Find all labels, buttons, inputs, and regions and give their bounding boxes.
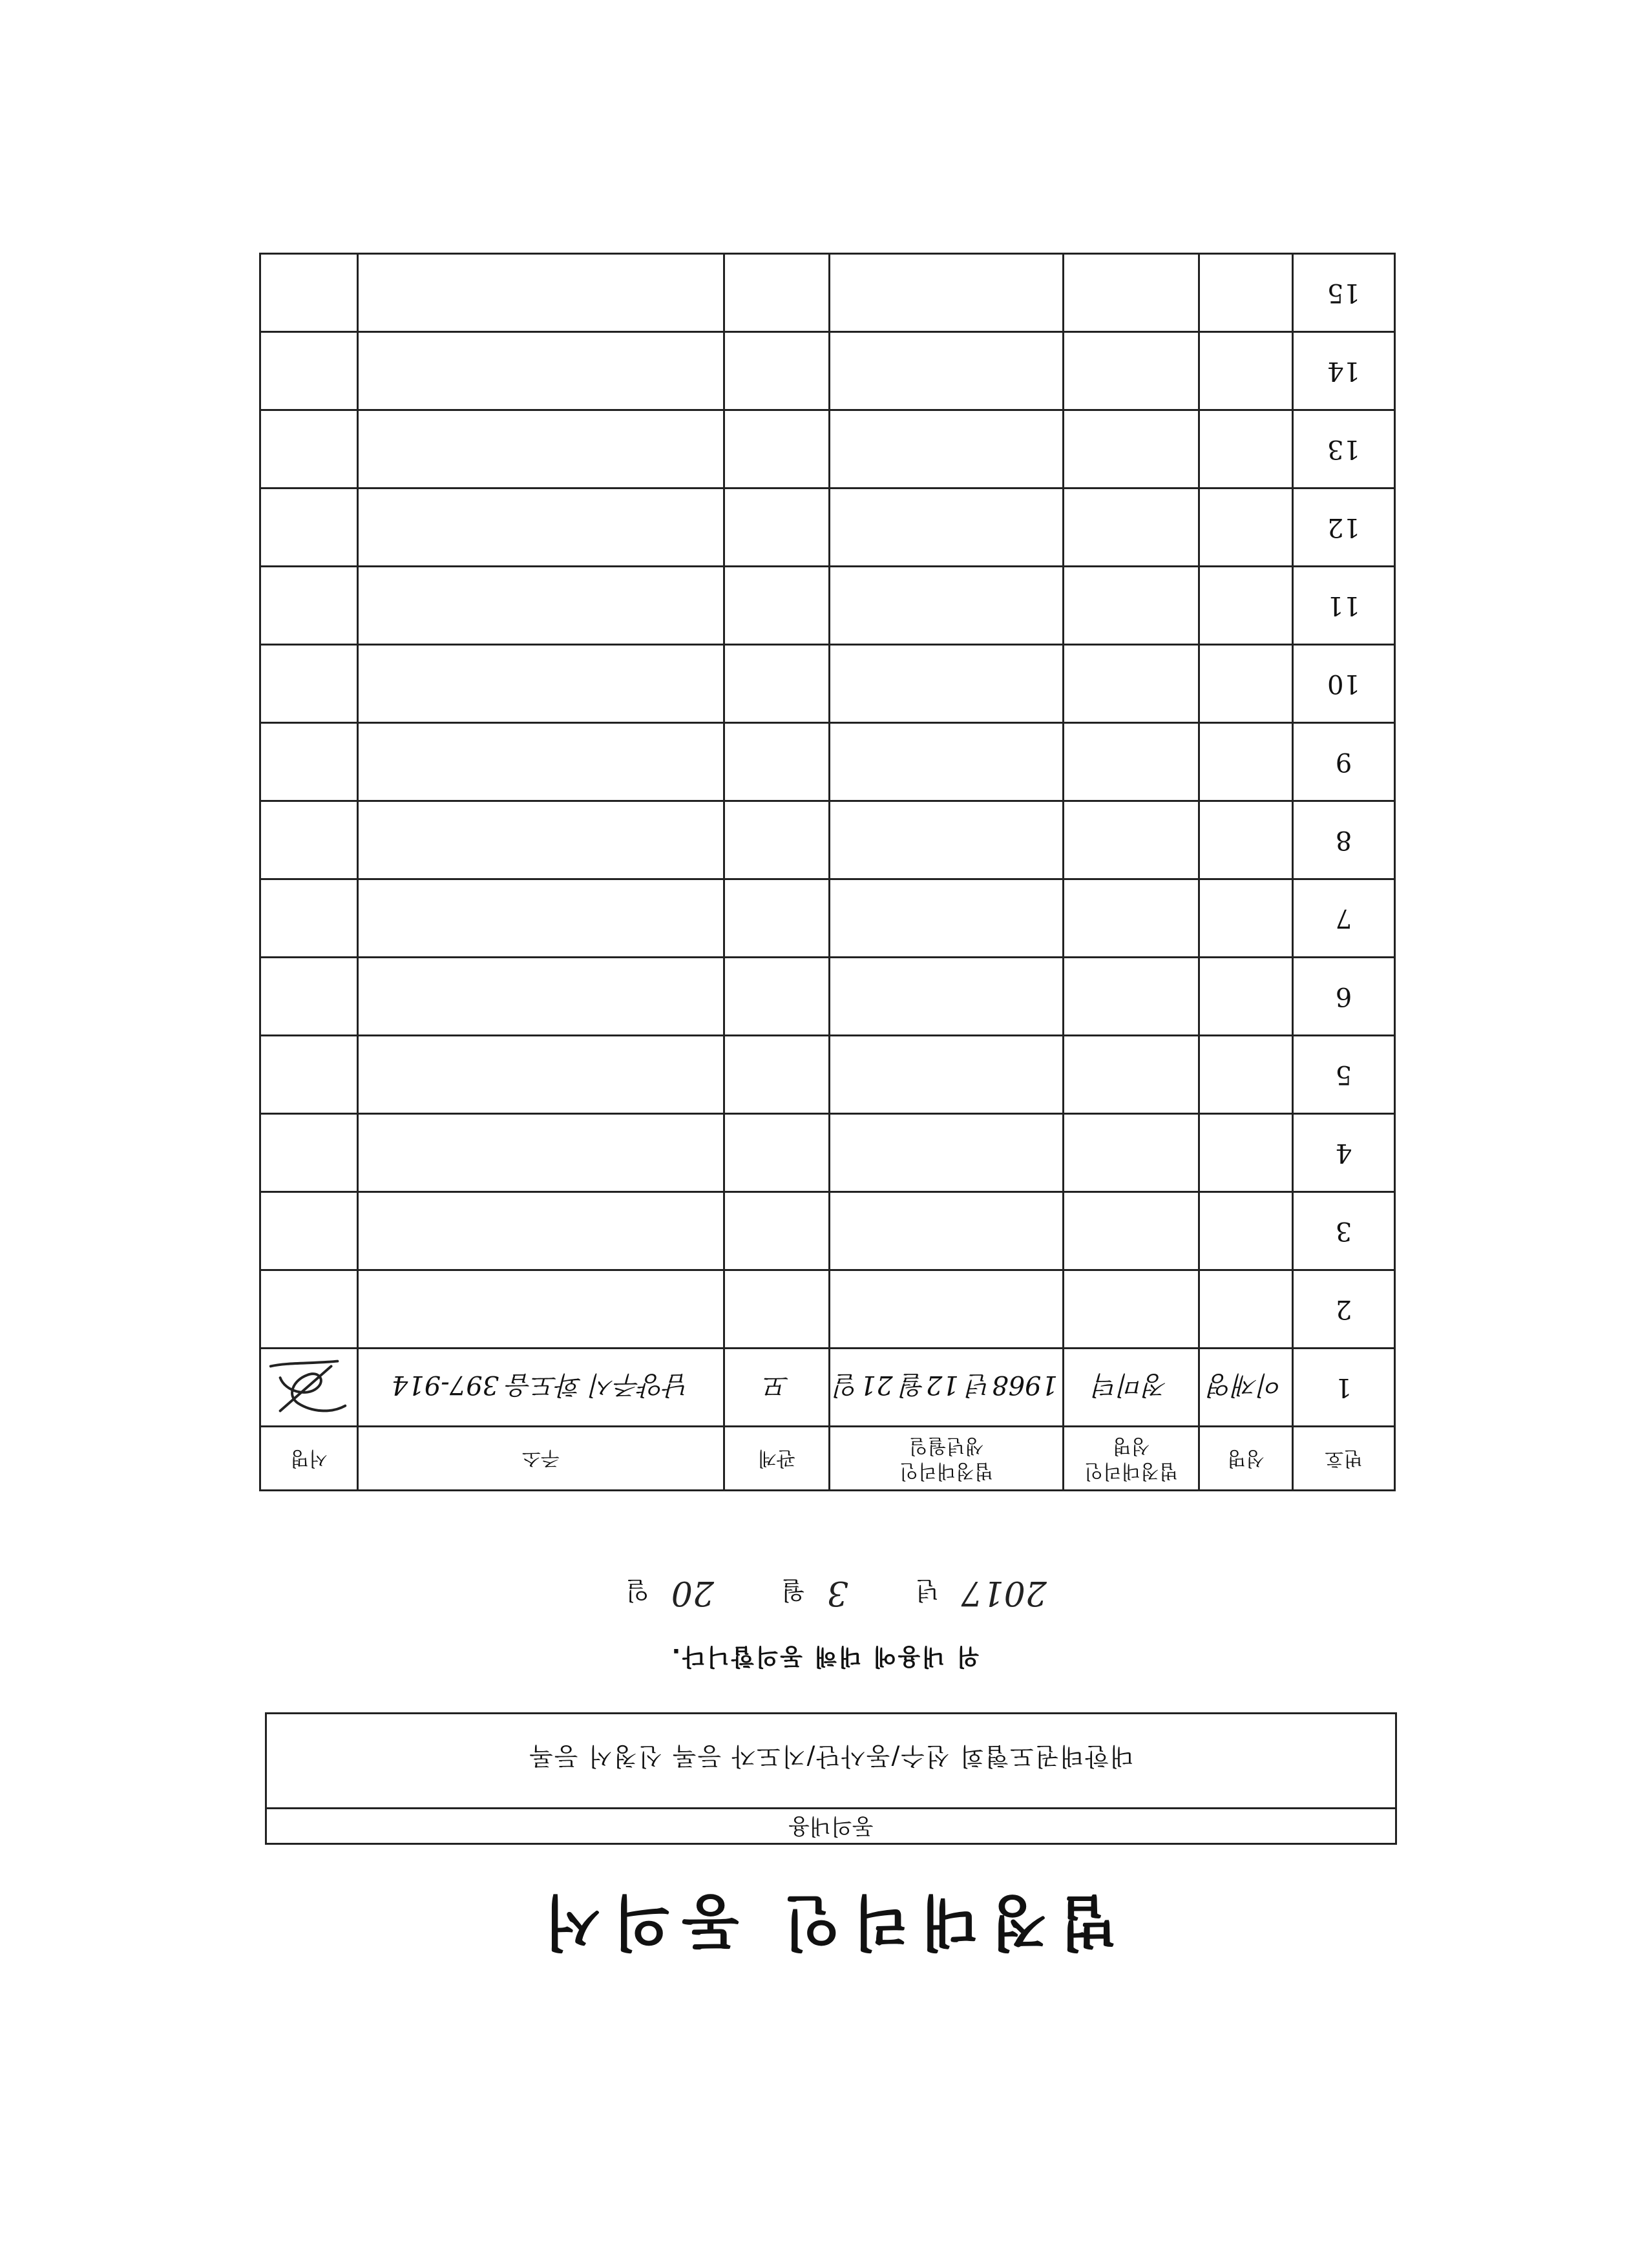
cell-signature xyxy=(260,645,358,723)
cell-relation xyxy=(724,567,830,645)
cell-signature xyxy=(260,879,358,958)
table-row xyxy=(260,1114,1395,1192)
cell-guardian-birth xyxy=(830,723,1064,801)
consent-box xyxy=(265,1712,1397,1845)
table-row xyxy=(260,254,1395,332)
cell-relation xyxy=(724,879,830,958)
cell-guardian-birth: 1968년 12월 21일 xyxy=(830,1349,1064,1427)
cell-relation xyxy=(724,645,830,723)
cell-name xyxy=(1199,723,1293,801)
date-year-value: 2017 xyxy=(961,1573,1047,1612)
cell-guardian-name xyxy=(1064,1192,1199,1270)
cell-signature xyxy=(260,1270,358,1349)
table-row xyxy=(260,1192,1395,1270)
cell-guardian-birth xyxy=(830,254,1064,332)
cell-no: 5 xyxy=(1293,1036,1395,1114)
cell-no: 12 xyxy=(1293,488,1395,567)
cell-no: 7 xyxy=(1293,879,1395,958)
header-name: 성명 xyxy=(1199,1427,1293,1491)
cell-guardian-birth xyxy=(830,488,1064,567)
cell-guardian-birth xyxy=(830,1036,1064,1114)
cell-address xyxy=(358,1036,724,1114)
cell-address xyxy=(358,1270,724,1349)
table-header-row xyxy=(260,1427,1395,1491)
cell-guardian-name xyxy=(1064,645,1199,723)
table-row xyxy=(260,1036,1395,1114)
cell-address: 남양주시 화도읍 397-914 xyxy=(358,1349,724,1427)
table-row xyxy=(260,1270,1395,1349)
cell-no: 4 xyxy=(1293,1114,1395,1192)
cell-signature xyxy=(260,332,358,410)
cell-no: 1 xyxy=(1293,1349,1395,1427)
table-row xyxy=(260,879,1395,958)
cell-relation xyxy=(724,332,830,410)
cell-relation xyxy=(724,1192,830,1270)
cell-no: 9 xyxy=(1293,723,1395,801)
header-guardian-name-text: 법정대리인 성명 xyxy=(1084,1434,1178,1482)
cell-guardian-name xyxy=(1064,1114,1199,1192)
table-row xyxy=(260,723,1395,801)
cell-no: 11 xyxy=(1293,567,1395,645)
cell-guardian-birth xyxy=(830,1270,1064,1349)
header-signature: 서명 xyxy=(260,1427,358,1491)
cell-relation xyxy=(724,410,830,488)
cell-no: 6 xyxy=(1293,958,1395,1036)
cell-name xyxy=(1199,1114,1293,1192)
header-no: 번호 xyxy=(1293,1427,1395,1491)
cell-name xyxy=(1199,879,1293,958)
header-address: 주소 xyxy=(358,1427,724,1491)
cell-relation: 모 xyxy=(724,1349,830,1427)
cell-signature xyxy=(260,1192,358,1270)
cell-guardian-name xyxy=(1064,332,1199,410)
cell-name xyxy=(1199,1270,1293,1349)
date-day-value: 20 xyxy=(671,1573,715,1612)
table-row xyxy=(260,801,1395,879)
cell-name xyxy=(1199,567,1293,645)
cell-name xyxy=(1199,801,1293,879)
cell-address xyxy=(358,958,724,1036)
cell-relation xyxy=(724,488,830,567)
cell-guardian-name xyxy=(1064,567,1199,645)
cell-address xyxy=(358,879,724,958)
cell-address xyxy=(358,645,724,723)
header-guardian-birth xyxy=(830,1427,1064,1491)
signing-date xyxy=(0,1573,1649,1612)
cell-address xyxy=(358,723,724,801)
cell-guardian-name: 정미덕 xyxy=(1064,1349,1199,1427)
cell-signature xyxy=(260,1349,358,1427)
table-row xyxy=(260,410,1395,488)
cell-name xyxy=(1199,254,1293,332)
cell-no: 15 xyxy=(1293,254,1395,332)
cell-name xyxy=(1199,1036,1293,1114)
cell-name xyxy=(1199,958,1293,1036)
cell-guardian-name xyxy=(1064,958,1199,1036)
table-row xyxy=(260,1349,1395,1427)
cell-guardian-birth xyxy=(830,958,1064,1036)
cell-relation xyxy=(724,254,830,332)
table-row xyxy=(260,958,1395,1036)
cell-address xyxy=(358,488,724,567)
cell-name xyxy=(1199,332,1293,410)
cell-name xyxy=(1199,645,1293,723)
cell-address xyxy=(358,410,724,488)
table-row xyxy=(260,332,1395,410)
roster-body xyxy=(260,254,1395,1427)
cell-guardian-name xyxy=(1064,801,1199,879)
cell-guardian-name xyxy=(1064,410,1199,488)
cell-relation xyxy=(724,958,830,1036)
date-month-value: 3 xyxy=(826,1573,848,1612)
cell-guardian-name xyxy=(1064,254,1199,332)
consent-body: 대한태권도협회 선수/동사단/지도자 등록 신청서 등록 xyxy=(528,1742,1134,1771)
cell-guardian-birth xyxy=(830,332,1064,410)
consent-heading: 동의내용 xyxy=(267,1807,1395,1843)
cell-guardian-birth xyxy=(830,801,1064,879)
document-title: 법정대리인 동의서 xyxy=(532,1887,1117,1957)
cell-no: 10 xyxy=(1293,645,1395,723)
header-relation: 관계 xyxy=(724,1427,830,1491)
cell-name xyxy=(1199,410,1293,488)
agreement-statement: 위 내용에 대해 동의합니다. xyxy=(669,1643,980,1670)
cell-guardian-name xyxy=(1064,723,1199,801)
cell-relation xyxy=(724,1036,830,1114)
handwritten-signature-icon xyxy=(261,1349,357,1425)
header-guardian-birth-text: 법정대리인 생년월일 xyxy=(899,1434,993,1482)
cell-signature xyxy=(260,410,358,488)
cell-no: 3 xyxy=(1293,1192,1395,1270)
cell-signature xyxy=(260,567,358,645)
cell-guardian-birth xyxy=(830,410,1064,488)
date-year-label: 년 xyxy=(915,1576,940,1604)
cell-no: 2 xyxy=(1293,1270,1395,1349)
cell-address xyxy=(358,567,724,645)
cell-guardian-name xyxy=(1064,1036,1199,1114)
cell-guardian-name xyxy=(1064,879,1199,958)
cell-no: 14 xyxy=(1293,332,1395,410)
cell-address xyxy=(358,254,724,332)
date-day-label: 일 xyxy=(625,1576,649,1604)
cell-signature xyxy=(260,1114,358,1192)
cell-guardian-birth xyxy=(830,1114,1064,1192)
cell-signature xyxy=(260,801,358,879)
cell-no: 13 xyxy=(1293,410,1395,488)
cell-signature xyxy=(260,488,358,567)
table-row xyxy=(260,645,1395,723)
cell-signature xyxy=(260,958,358,1036)
cell-name xyxy=(1199,1192,1293,1270)
cell-guardian-birth xyxy=(830,879,1064,958)
cell-address xyxy=(358,801,724,879)
cell-signature xyxy=(260,254,358,332)
cell-relation xyxy=(724,1114,830,1192)
cell-name: 이재영 xyxy=(1199,1349,1293,1427)
table-row xyxy=(260,488,1395,567)
cell-relation xyxy=(724,1270,830,1349)
cell-relation xyxy=(724,801,830,879)
table-row xyxy=(260,567,1395,645)
cell-address xyxy=(358,1114,724,1192)
cell-guardian-birth xyxy=(830,645,1064,723)
header-guardian-name xyxy=(1064,1427,1199,1491)
cell-guardian-name xyxy=(1064,488,1199,567)
cell-signature xyxy=(260,1036,358,1114)
cell-name xyxy=(1199,488,1293,567)
cell-address xyxy=(358,1192,724,1270)
cell-no: 8 xyxy=(1293,801,1395,879)
cell-guardian-birth xyxy=(830,567,1064,645)
cell-signature xyxy=(260,723,358,801)
cell-guardian-name xyxy=(1064,1270,1199,1349)
cell-relation xyxy=(724,723,830,801)
guardian-roster-table xyxy=(259,253,1396,1491)
date-month-label: 월 xyxy=(781,1576,805,1604)
cell-guardian-birth xyxy=(830,1192,1064,1270)
cell-address xyxy=(358,332,724,410)
